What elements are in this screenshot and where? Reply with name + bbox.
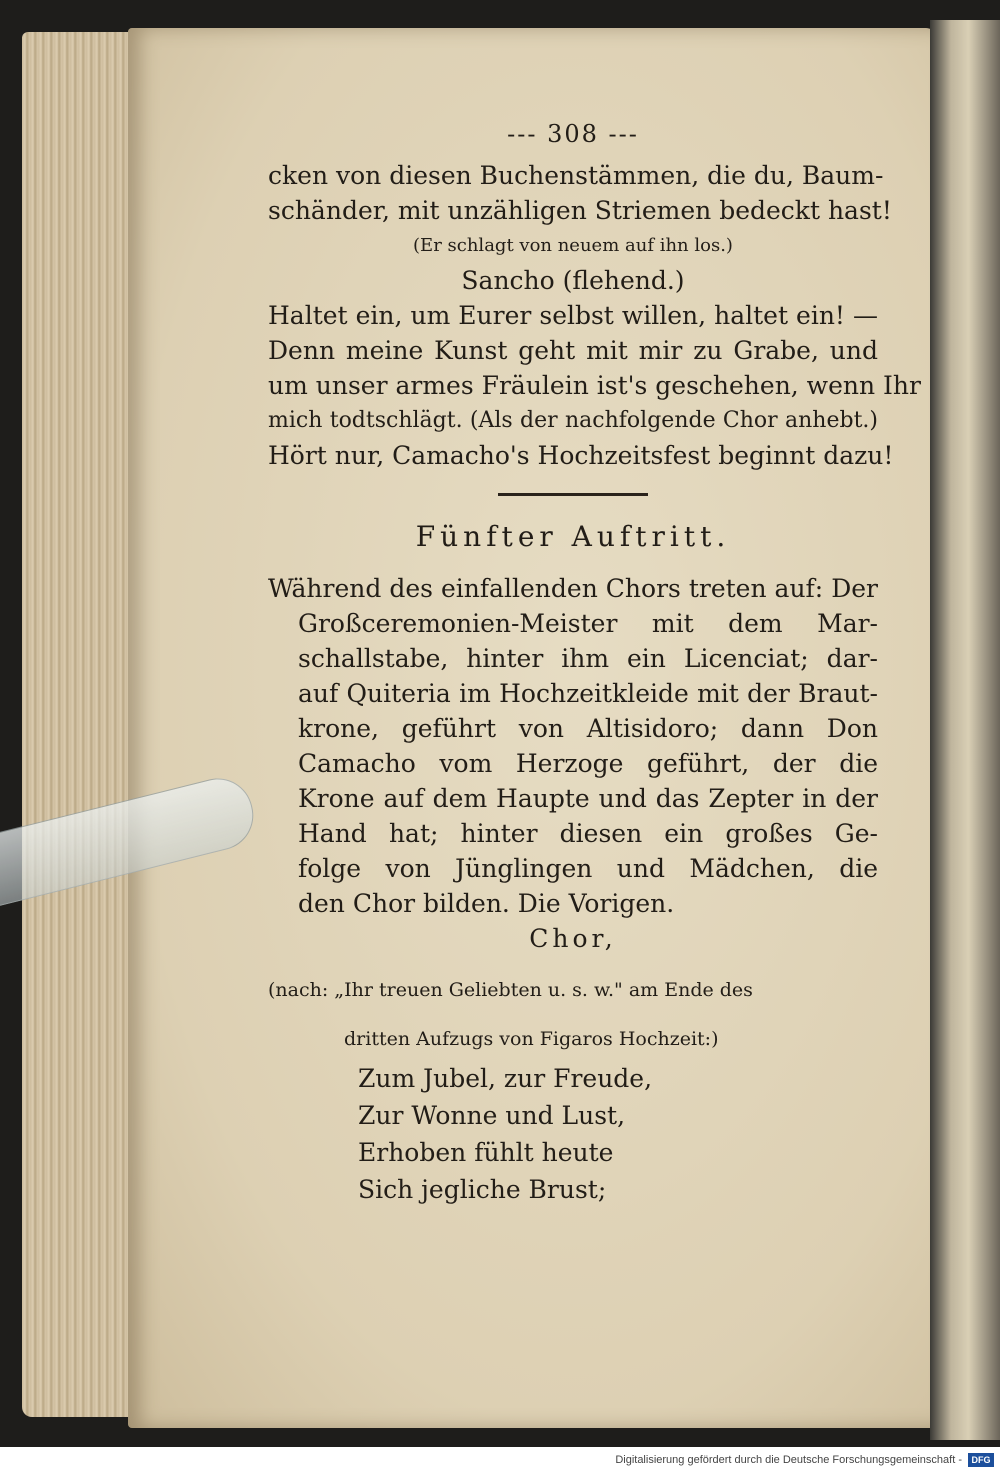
- scene-description-line: Hand hat; hinter diesen ein großes Ge-: [298, 819, 878, 848]
- section-divider: [498, 493, 648, 496]
- verse-line: Sich jegliche Brust;: [358, 1175, 607, 1204]
- footer-credit: Digitalisierung gefördert durch die Deutsche Forschungsgemeinschaft -: [615, 1454, 962, 1466]
- scene-description-line: den Chor bilden. Die Vorigen.: [298, 889, 675, 918]
- speech-line: mich todtschlägt. (Als der nachfolgende Chor anhebt.): [268, 408, 878, 433]
- scene-description-line: schallstabe, hinter ihm ein Licenciat; dar-: [298, 644, 878, 673]
- speaker-name: Chor,: [529, 924, 617, 953]
- verse-line: Erhoben fühlt heute: [358, 1138, 614, 1167]
- speech-line: Denn meine Kunst geht mit mir zu Grabe, und: [268, 336, 878, 365]
- speaker-name: Sancho (flehend.): [461, 266, 685, 295]
- text-line: cken von diesen Buchenstämmen, die du, Baum-: [268, 161, 884, 190]
- stage-direction: (Er schlagt von neuem auf ihn los.): [413, 235, 733, 256]
- scene-description-line: Krone auf dem Haupte und das Zepter in der: [298, 784, 878, 813]
- scene-title: Fünfter Auftritt.: [415, 520, 731, 553]
- page-text: [268, 120, 921, 1208]
- verse-line: Zur Wonne und Lust,: [358, 1101, 626, 1130]
- scene-description-line: Während des einfallenden Chors treten auf: Der: [268, 574, 878, 603]
- verse-line: Zum Jubel, zur Freude,: [358, 1064, 653, 1093]
- footer-bar: [0, 1447, 1000, 1477]
- speech-line: Haltet ein, um Eurer selbst willen, haltet ein! —: [268, 301, 878, 330]
- melody-note: dritten Aufzugs von Figaros Hochzeit:): [344, 1028, 719, 1050]
- scene-description-line: Camacho vom Herzoge geführt, der die: [298, 749, 878, 778]
- page-number: --- 308 ---: [507, 120, 639, 148]
- dfg-logo-icon: DFG: [968, 1453, 994, 1467]
- scene-description-line: folge von Jünglingen und Mädchen, die: [298, 854, 878, 883]
- book-cover-edge: [930, 20, 1000, 1440]
- scene-description-line: Großceremonien-Meister mit dem Mar-: [298, 609, 878, 638]
- text-line: schänder, mit unzähligen Striemen bedeckt hast!: [268, 196, 892, 225]
- melody-note: (nach: „Ihr treuen Geliebten u. s. w." am Ende des: [268, 979, 753, 1001]
- speech-line: um unser armes Fräulein ist's geschehen, wenn Ihr: [268, 371, 921, 400]
- speech-line: Hört nur, Camacho's Hochzeitsfest beginnt dazu!: [268, 441, 894, 470]
- scene-description-line: krone, geführt von Altisidoro; dann Don: [298, 714, 878, 743]
- scene-description-line: auf Quiteria im Hochzeitkleide mit der Braut-: [298, 679, 878, 708]
